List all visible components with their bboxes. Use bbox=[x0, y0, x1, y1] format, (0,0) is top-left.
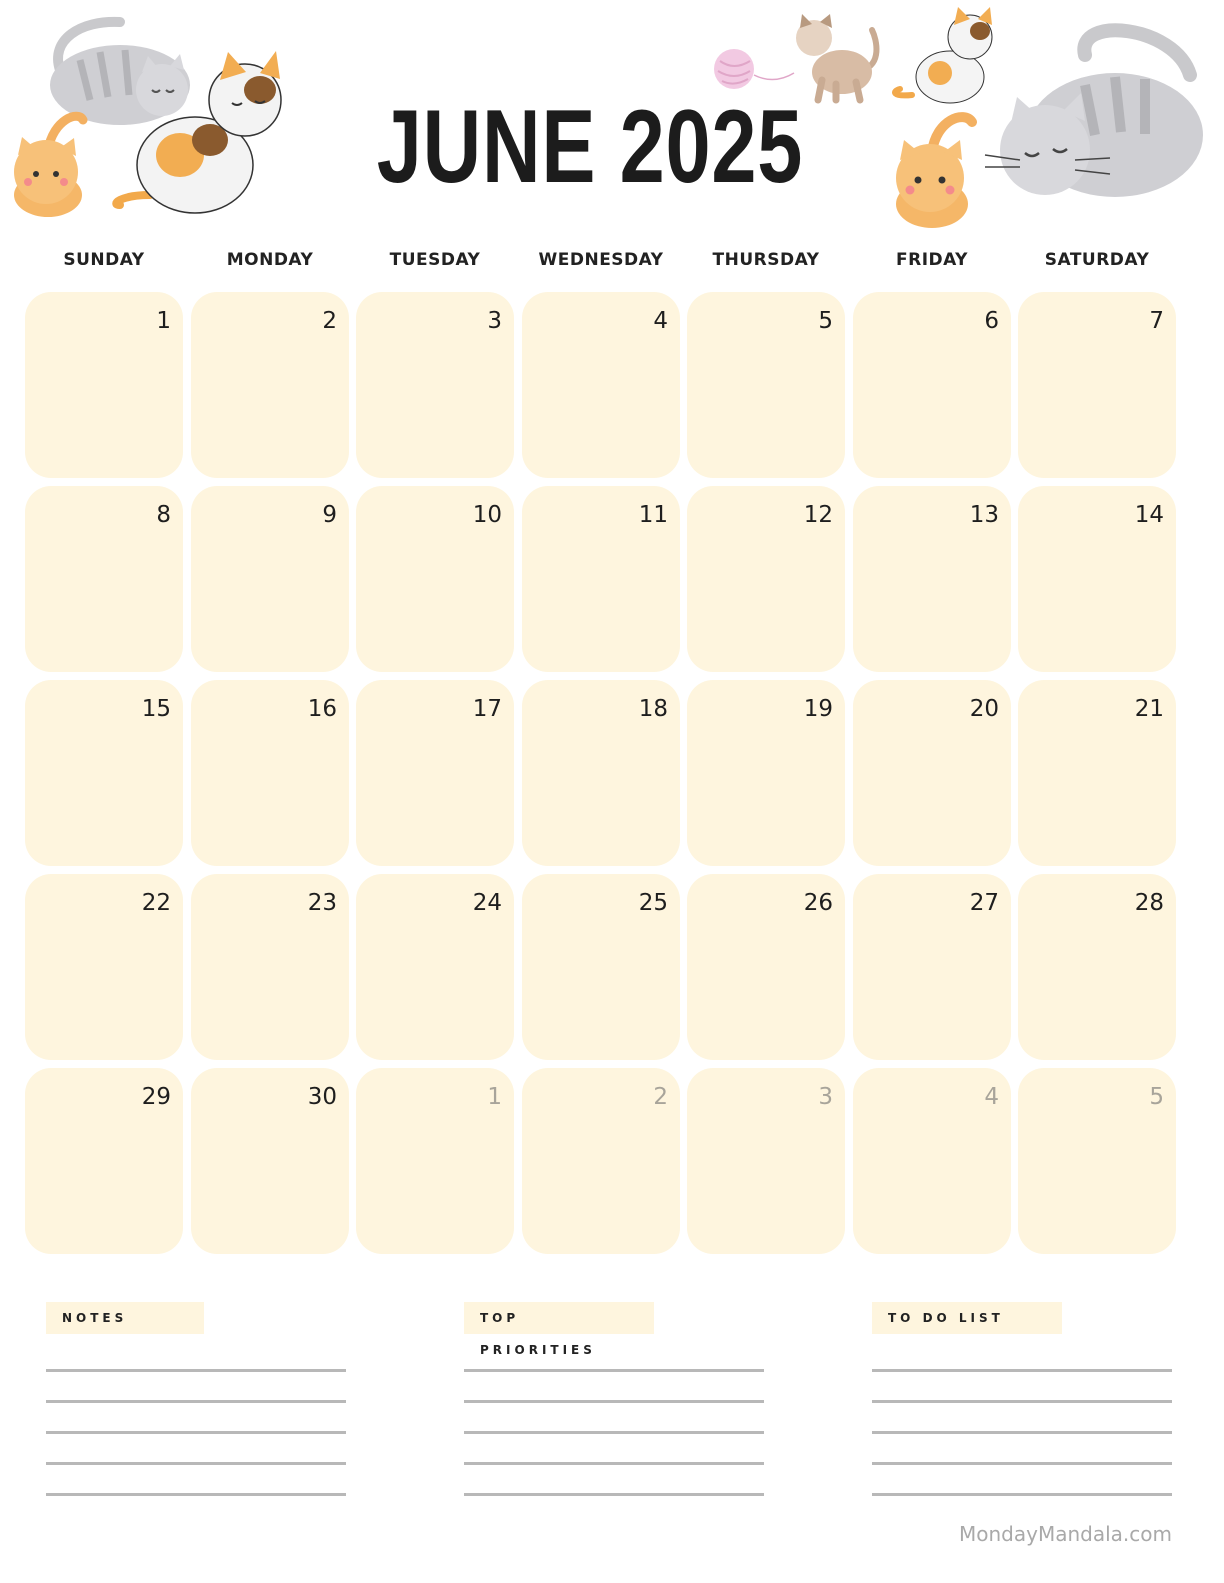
day-number: 2 bbox=[322, 308, 337, 334]
day-cell[interactable] bbox=[191, 486, 349, 672]
day-cell[interactable] bbox=[25, 292, 183, 478]
writing-line[interactable] bbox=[464, 1400, 764, 1403]
writing-line[interactable] bbox=[872, 1431, 1172, 1434]
day-cell[interactable] bbox=[1018, 680, 1176, 866]
day-cell[interactable] bbox=[522, 680, 680, 866]
weekday-thursday: THURSDAY bbox=[712, 250, 820, 270]
day-cell[interactable] bbox=[522, 874, 680, 1060]
day-cell[interactable] bbox=[191, 292, 349, 478]
day-number: 15 bbox=[141, 696, 171, 722]
day-number: 16 bbox=[307, 696, 337, 722]
writing-line[interactable] bbox=[872, 1462, 1172, 1465]
day-cell[interactable] bbox=[853, 1068, 1011, 1254]
day-number: 9 bbox=[322, 502, 337, 528]
day-number: 1 bbox=[487, 1084, 502, 1110]
day-cell[interactable] bbox=[687, 680, 845, 866]
day-number: 24 bbox=[472, 890, 502, 916]
day-cell[interactable] bbox=[522, 292, 680, 478]
section-label: TOP PRIORITIES bbox=[464, 1302, 654, 1334]
day-number: 7 bbox=[1149, 308, 1164, 334]
day-number: 5 bbox=[1149, 1084, 1164, 1110]
day-cell[interactable] bbox=[853, 874, 1011, 1060]
day-number: 11 bbox=[638, 502, 668, 528]
writing-line[interactable] bbox=[46, 1400, 346, 1403]
day-cell[interactable] bbox=[25, 486, 183, 672]
weekday-monday: MONDAY bbox=[226, 250, 314, 270]
day-number: 14 bbox=[1134, 502, 1164, 528]
day-number: 10 bbox=[472, 502, 502, 528]
day-cell[interactable] bbox=[687, 1068, 845, 1254]
day-number: 18 bbox=[638, 696, 668, 722]
day-cell[interactable] bbox=[853, 292, 1011, 478]
weekday-header-row bbox=[25, 250, 1179, 276]
day-cell[interactable] bbox=[522, 486, 680, 672]
day-number: 8 bbox=[156, 502, 171, 528]
day-number: 3 bbox=[487, 308, 502, 334]
day-cell[interactable] bbox=[687, 292, 845, 478]
day-cell[interactable] bbox=[25, 1068, 183, 1254]
writing-line[interactable] bbox=[46, 1431, 346, 1434]
top-priorities-section bbox=[464, 1302, 764, 1358]
writing-line[interactable] bbox=[872, 1493, 1172, 1496]
day-cell[interactable] bbox=[853, 486, 1011, 672]
day-number: 21 bbox=[1134, 696, 1164, 722]
calendar-grid bbox=[25, 292, 1185, 1257]
day-number: 28 bbox=[1134, 890, 1164, 916]
page-title: JUNE 2025 bbox=[376, 89, 804, 205]
day-number: 19 bbox=[803, 696, 833, 722]
footer-credit: MondayMandala.com bbox=[959, 1522, 1172, 1546]
weekday-tuesday: TUESDAY bbox=[389, 250, 481, 270]
day-number: 23 bbox=[307, 890, 337, 916]
section-label: TO DO LIST bbox=[872, 1302, 1062, 1334]
notes-section bbox=[46, 1302, 346, 1334]
day-cell[interactable] bbox=[191, 680, 349, 866]
writing-line[interactable] bbox=[464, 1431, 764, 1434]
day-cell[interactable] bbox=[853, 680, 1011, 866]
day-number: 22 bbox=[141, 890, 171, 916]
section-label: NOTES bbox=[46, 1302, 204, 1334]
day-number: 17 bbox=[472, 696, 502, 722]
weekday-sunday: SUNDAY bbox=[63, 250, 145, 270]
day-cell[interactable] bbox=[356, 292, 514, 478]
writing-line[interactable] bbox=[46, 1462, 346, 1465]
writing-line[interactable] bbox=[46, 1493, 346, 1496]
day-cell[interactable] bbox=[356, 680, 514, 866]
day-number: 1 bbox=[156, 308, 171, 334]
day-number: 30 bbox=[307, 1084, 337, 1110]
weekday-saturday: SATURDAY bbox=[1044, 250, 1150, 270]
day-cell[interactable] bbox=[356, 874, 514, 1060]
day-cell[interactable] bbox=[191, 874, 349, 1060]
day-cell[interactable] bbox=[191, 1068, 349, 1254]
day-number: 26 bbox=[803, 890, 833, 916]
writing-line[interactable] bbox=[872, 1400, 1172, 1403]
day-number: 25 bbox=[638, 890, 668, 916]
orange-kitten-icon bbox=[8, 110, 98, 220]
day-number: 2 bbox=[653, 1084, 668, 1110]
day-cell[interactable] bbox=[25, 680, 183, 866]
day-cell[interactable] bbox=[1018, 874, 1176, 1060]
day-number: 29 bbox=[141, 1084, 171, 1110]
day-number: 27 bbox=[969, 890, 999, 916]
day-number: 3 bbox=[818, 1084, 833, 1110]
writing-line[interactable] bbox=[46, 1369, 346, 1372]
day-number: 4 bbox=[653, 308, 668, 334]
day-number: 4 bbox=[984, 1084, 999, 1110]
day-cell[interactable] bbox=[687, 874, 845, 1060]
day-cell[interactable] bbox=[1018, 292, 1176, 478]
day-number: 13 bbox=[969, 502, 999, 528]
day-cell[interactable] bbox=[687, 486, 845, 672]
day-cell[interactable] bbox=[1018, 1068, 1176, 1254]
writing-line[interactable] bbox=[464, 1462, 764, 1465]
day-number: 6 bbox=[984, 308, 999, 334]
day-cell[interactable] bbox=[25, 874, 183, 1060]
weekday-wednesday: WEDNESDAY bbox=[538, 250, 664, 270]
day-cell[interactable] bbox=[356, 1068, 514, 1254]
writing-line[interactable] bbox=[464, 1493, 764, 1496]
day-cell[interactable] bbox=[1018, 486, 1176, 672]
to-do-list-section bbox=[872, 1302, 1172, 1334]
writing-line[interactable] bbox=[464, 1369, 764, 1372]
day-cell[interactable] bbox=[356, 486, 514, 672]
day-number: 5 bbox=[818, 308, 833, 334]
weekday-friday: FRIDAY bbox=[896, 250, 968, 270]
day-cell[interactable] bbox=[522, 1068, 680, 1254]
day-number: 12 bbox=[803, 502, 833, 528]
writing-line[interactable] bbox=[872, 1369, 1172, 1372]
day-number: 20 bbox=[969, 696, 999, 722]
